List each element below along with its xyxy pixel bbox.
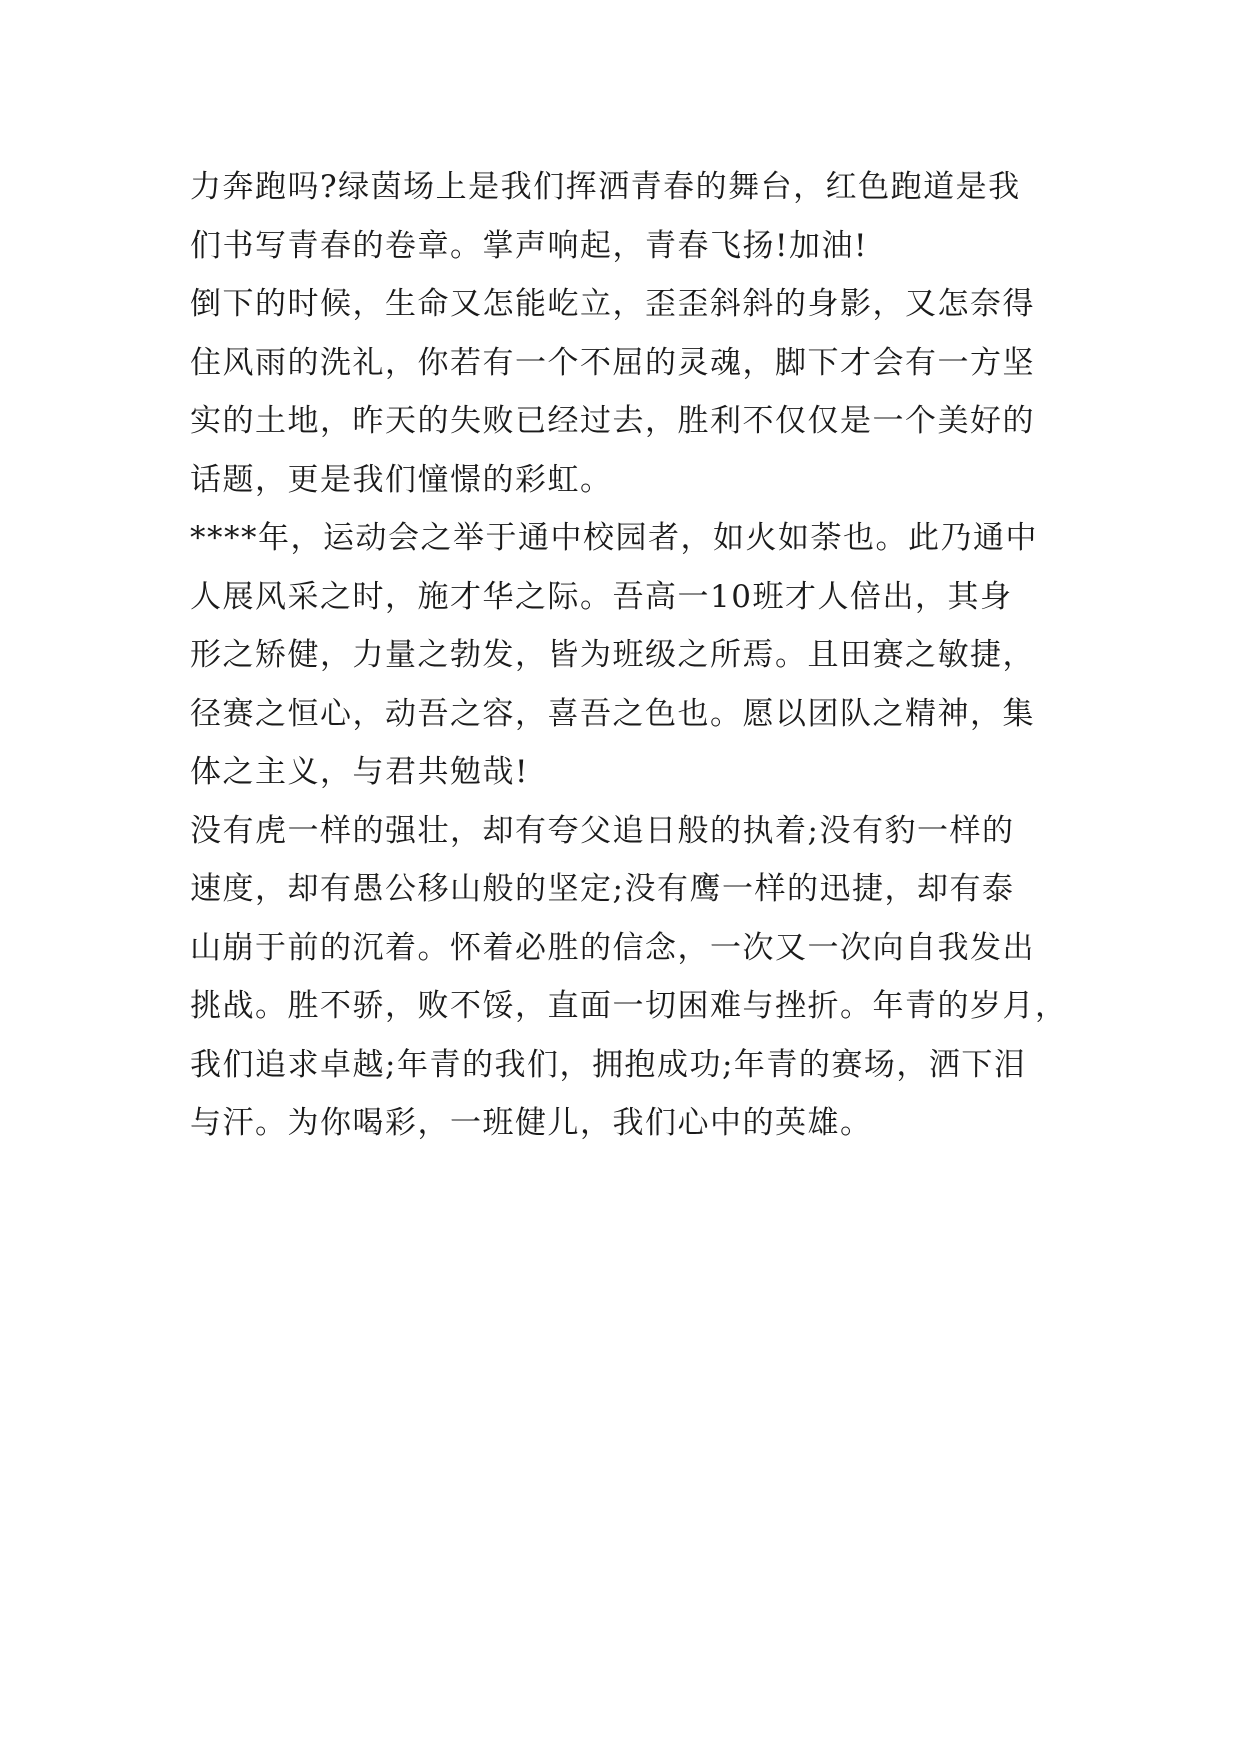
text-line: 住风雨的洗礼，你若有一个不屈的灵魂，脚下才会有一方坚 [190, 344, 1035, 381]
text-line: 倒下的时候，生命又怎能屹立，歪歪斜斜的身影，又怎奈得 [190, 286, 1035, 322]
paragraph-3 [190, 509, 1070, 802]
text-line: 山崩于前的沉着。怀着必胜的信念，一次又一次向自我发出 [190, 929, 1035, 966]
text-line: 人展风采之时，施才华之际。吾高一10班才人倍出，其身 [190, 578, 1013, 615]
text-line: 速度，却有愚公移山般的坚定;没有鹰一样的迅捷，却有泰 [190, 871, 1015, 907]
text-line: 实的土地，昨天的失败已经过去，胜利不仅仅是一个美好的 [190, 403, 1035, 439]
text-line: 们书写青春的卷章。掌声响起，青春飞扬!加油! [190, 227, 868, 264]
text-line: 没有虎一样的强壮，却有夸父追日般的执着;没有豹一样的 [190, 812, 1015, 849]
text-line: 形之矫健，力量之勃发，皆为班级之所焉。且田赛之敏捷， [190, 637, 1035, 673]
document-body [190, 158, 1070, 1153]
paragraph-4 [190, 802, 1070, 1153]
text-line: 挑战。胜不骄，败不馁，直面一切困难与挫折。年青的岁月， [190, 988, 1068, 1024]
text-line: 体之主义，与君共勉哉! [190, 754, 529, 790]
paragraph-1 [190, 158, 1070, 275]
text-line: 与汗。为你喝彩，一班健儿，我们心中的英雄。 [190, 1105, 873, 1141]
text-line: ****年，运动会之举于通中校园者，如火如荼也。此乃通中 [190, 520, 1038, 556]
text-line: 我们追求卓越;年青的我们，拥抱成功;年青的赛场，洒下泪 [190, 1046, 1027, 1083]
text-line: 力奔跑吗?绿茵场上是我们挥洒青春的舞台，红色跑道是我 [190, 169, 1021, 205]
text-line: 径赛之恒心，动吾之容，喜吾之色也。愿以团队之精神，集 [190, 695, 1035, 732]
paragraph-2 [190, 275, 1070, 509]
text-line: 话题，更是我们憧憬的彩虹。 [190, 461, 613, 498]
